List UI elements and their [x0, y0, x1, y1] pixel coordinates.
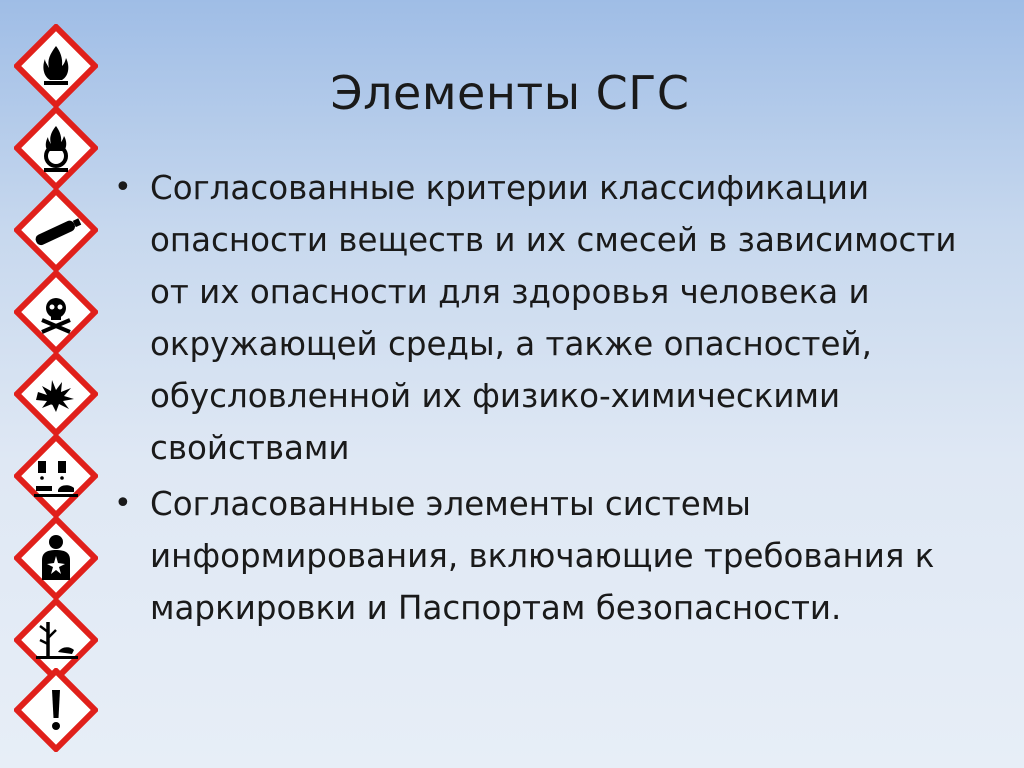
bullet-text: Согласованные критерии классификации опасности веществ и их смесей в зависимости от их опасности для здоровья человека и окружающей среды, а также опасностей, обусловленной их физико-химическими свойствами	[150, 169, 957, 467]
oxidizer-pictogram	[14, 106, 98, 190]
corrosion-icon	[14, 434, 98, 518]
gas-cylinder-icon	[14, 188, 98, 272]
bullet-marker: •	[114, 486, 132, 521]
bullet-item	[108, 478, 988, 634]
slide-title: Элементы СГС	[330, 66, 690, 120]
bullet-item	[108, 162, 988, 474]
corrosive-pictogram	[14, 434, 98, 518]
irritant-pictogram	[14, 668, 98, 752]
explosive-pictogram	[14, 352, 98, 436]
skull-crossbones-icon	[14, 270, 98, 354]
ghs-pictogram-column	[0, 0, 110, 768]
bullet-marker: •	[114, 170, 132, 205]
flame-icon	[14, 24, 98, 108]
exclamation-mark-icon	[14, 668, 98, 752]
health-hazard-icon	[14, 516, 98, 600]
bullet-list	[108, 162, 988, 638]
flame-over-circle-icon	[14, 106, 98, 190]
flame-pictogram	[14, 24, 98, 108]
exploding-bomb-icon	[14, 352, 98, 436]
acute-toxicity-pictogram	[14, 270, 98, 354]
bullet-text: Согласованные элементы системы информирования, включающие требования к маркировки и Паспортам безопасности.	[150, 485, 935, 627]
health-hazard-pictogram	[14, 516, 98, 600]
gas-cylinder-pictogram	[14, 188, 98, 272]
